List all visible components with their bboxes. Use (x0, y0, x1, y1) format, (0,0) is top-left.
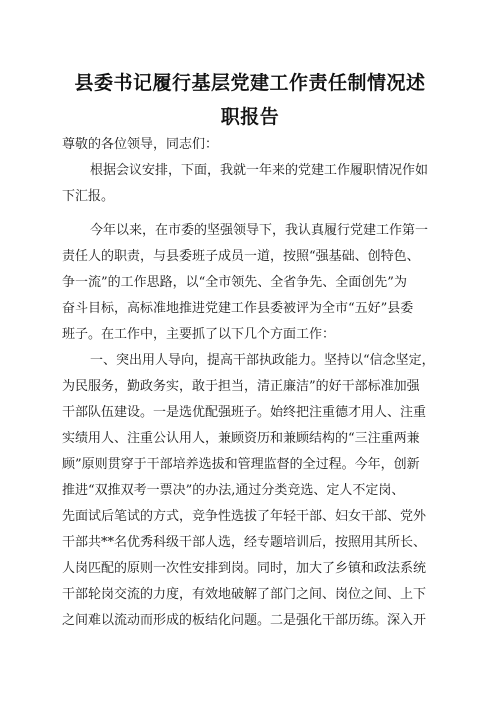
paragraph-2 (62, 218, 442, 348)
paragraph-line: 争一流”的工作思路，以“全市领先、全省争先、全面创先”为 (62, 275, 407, 290)
paragraph-line: 推进“双推双考一票决”的办法,通过分类竞选、定人不定岗、 (62, 483, 405, 498)
paragraph-line: 干部轮岗交流的力度，有效地破解了部门之间、岗位之间、上下 (62, 587, 427, 602)
document-title-line-1: 县委书记履行基层党建工作责任制情况述 (74, 72, 426, 94)
paragraph-line: 奋斗目标，高标准地推进党建工作县委被评为全市“五好”县委 (62, 301, 414, 316)
paragraph-line: 先面试后笔试的方式，竞争性选拔了年轻干部、妇女干部、党外 (62, 509, 427, 524)
paragraph-line: 干部队伍建设。一是选优配强班子。始终把注重德才用人、注重 (62, 405, 427, 420)
paragraph-line: 今年以来，在市委的坚强领导下，我认真履行党建工作第一 (90, 223, 429, 238)
paragraph-line: 之间难以流动而形成的板结化问题。二是强化干部历练。深入开 (62, 613, 427, 628)
paragraph-line: 人岗匹配的原则一次性安排到岗。同时，加大了乡镇和政法系统 (62, 561, 427, 576)
paragraph-line: 实绩用人、注重公认用人，兼顾资历和兼顾结构的“三注重两兼 (62, 431, 420, 446)
paragraph-line: 根据会议安排，下面，我就一年来的党建工作履职情况作如 (90, 163, 429, 178)
paragraph-line: 干部共**名优秀科级干部人选，经专题培训后，按照用其所长、 (62, 535, 427, 550)
paragraph-line: 责任人的职责，与县委班子成员一道，按照“强基础、创特色、 (62, 249, 420, 264)
document-title-line-2: 职报告 (220, 106, 280, 128)
paragraph-3 (62, 348, 442, 634)
paragraph-line: 下汇报。 (62, 189, 115, 204)
document-body (62, 132, 442, 634)
paragraph-line: 一、突出用人导向，提高干部执政能力。坚持以“信念坚定， (90, 353, 435, 368)
paragraph-1 (62, 158, 442, 210)
salutation: 尊敬的各位领导，同志们： (62, 137, 219, 152)
paragraph-line: 顾”原则贯穿于干部培养选拔和管理监督的全过程。今年，创新 (62, 457, 420, 472)
paragraph-line: 班子。在工作中，主要抓了以下几个方面工作： (62, 327, 336, 342)
paragraph-line: 为民服务，勤政务实，敢于担当，清正廉洁”的好干部标准加强 (62, 379, 420, 394)
